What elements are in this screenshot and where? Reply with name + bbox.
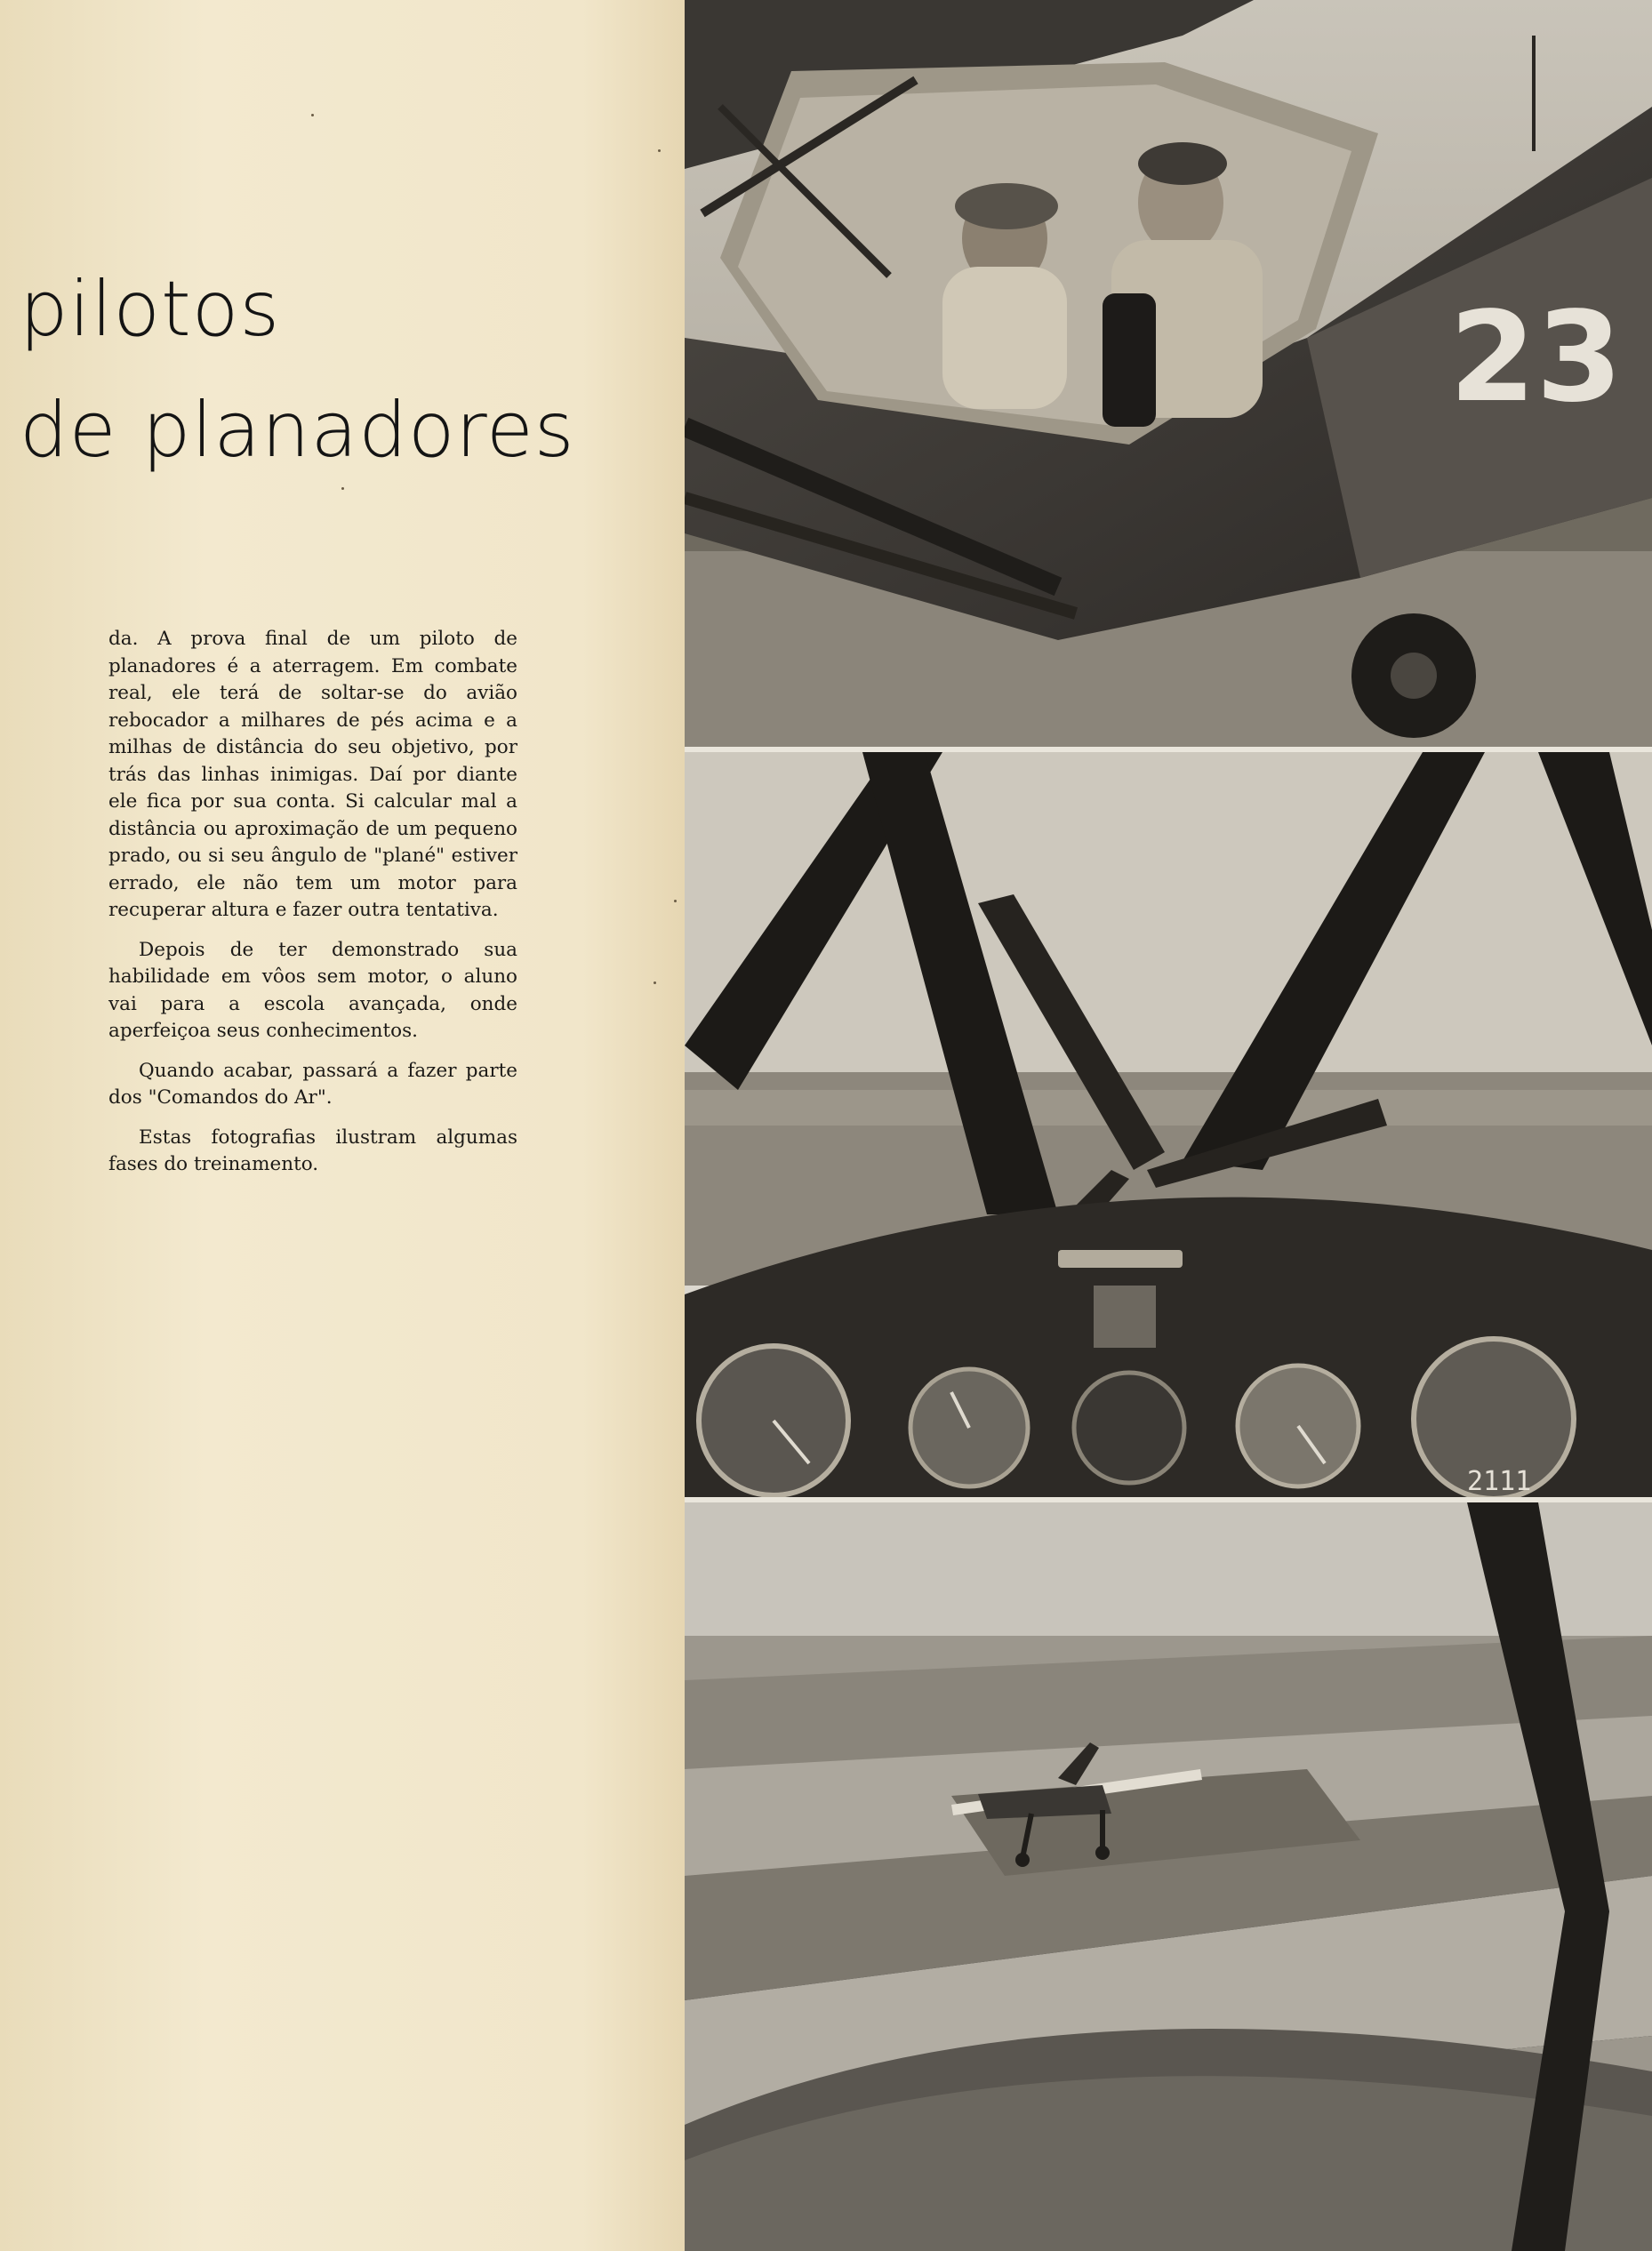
paper-speck (658, 149, 661, 152)
instrument-panel-photo (685, 752, 1652, 1497)
paper-speck (311, 114, 314, 116)
cockpit-photo (685, 0, 1652, 747)
article-body (108, 626, 517, 1191)
paper-speck (674, 900, 677, 902)
title-line-1: pilotos (20, 265, 281, 354)
photo-column (685, 0, 1652, 2251)
paragraph-2: Depois de ter demonstrado sua habilidade em vôos sem motor, o aluno vai para a escola avançada, onde aperfeiçoa seus conhecimentos. (108, 938, 517, 1042)
plane-number: 23 (1449, 285, 1623, 430)
cockpit-photo-image (685, 0, 1652, 747)
title-line-2: de planadores (20, 386, 575, 475)
article-title (20, 249, 575, 491)
aerial-photo (685, 1502, 1652, 2251)
paragraph-3: Quando acabar, passará a fazer parte dos "Comandos do Ar". (108, 1059, 517, 1109)
paper-speck (654, 981, 656, 984)
aerial-photo-image (685, 1502, 1652, 2251)
paper-speck (341, 487, 344, 490)
instrument-panel-image (685, 752, 1652, 1497)
text-page (0, 0, 685, 2251)
paragraph-1: da. A prova final de um piloto de planadores é a aterragem. Em combate real, ele terá de soltar-se do avião rebocador a milhares de pés acima e a milhas de distância do seu objetivo, por trás das linhas inimigas. Daí por diante ele fica por sua conta. Si calcular mal a distância ou aproximação de um pequeno prado, ou si seu ângulo de "plané" estiver errado, ele não tem um motor para recuperar altura e fazer outra tentativa. (108, 628, 517, 921)
paragraph-4: Estas fotografias ilustram algumas fases do treinamento. (108, 1126, 517, 1175)
panel-serial: 2111 (1467, 1466, 1532, 1497)
